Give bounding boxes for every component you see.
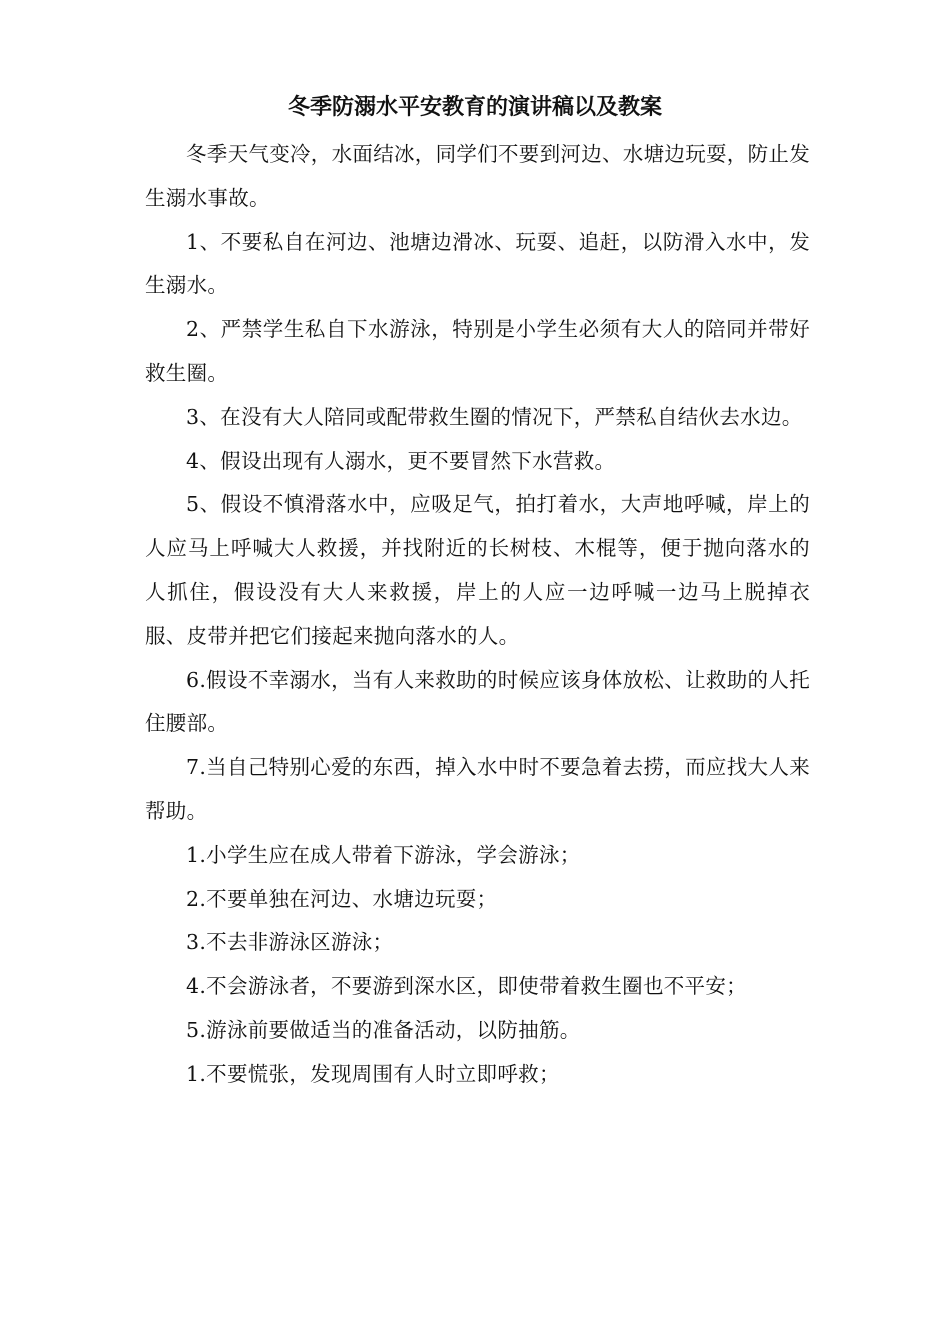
paragraph-rule-7: 7.当自己特别心爱的东西，掉入水中时不要急着去捞，而应找大人来帮助。 [145,755,810,823]
paragraph-intro: 冬季天气变冷，水面结冰，同学们不要到河边、水塘边玩耍，防止发生溺水事故。 [145,142,810,210]
document-title: 冬季防溺水平安教育的演讲稿以及教案 [287,95,662,120]
paragraph-rescue-1: 1.不要慌张，发现周围有人时立即呼救； [186,1061,560,1086]
paragraph-swim-4: 4.不会游泳者，不要游到深水区，即使带着救生圈也不平安； [186,974,747,999]
paragraph-rule-4: 4、假设出现有人溺水，更不要冒然下水营救。 [186,448,616,473]
document-body [145,133,810,1097]
paragraph-swim-3: 3.不去非游泳区游泳； [186,930,394,955]
paragraph-rule-6: 6.假设不幸溺水，当有人来救助的时候应该身体放松、让救助的人托住腰部。 [145,667,810,736]
paragraph-swim-2: 2.不要单独在河边、水塘边玩耍； [186,886,498,911]
paragraph-swim-1: 1.小学生应在成人带着下游泳，学会游泳； [186,842,581,867]
paragraph-rule-1: 1、不要私自在河边、池塘边滑冰、玩耍、追赶，以防滑入水中，发生溺水。 [145,229,810,298]
paragraph-rule-2: 2、严禁学生私自下水游泳，特别是小学生必须有大人的陪同并带好救生圈。 [145,317,810,385]
paragraph-rule-5: 5、假设不慎滑落水中，应吸足气，拍打着水，大声地呼喊，岸上的人应马上呼喊大人救援，并找附近的长树枝、木棍等，便于抛向落水的人抓住，假设没有大人来救援，岸上的人应一边呼喊一边马上脱掉衣服、皮带并把它们接起来抛向落水的人。 [145,492,810,648]
paragraph-swim-5: 5.游泳前要做适当的准备活动，以防抽筋。 [186,1017,581,1042]
paragraph-rule-3: 3、在没有大人陪同或配带救生圈的情况下，严禁私自结伙去水边。 [186,404,803,429]
